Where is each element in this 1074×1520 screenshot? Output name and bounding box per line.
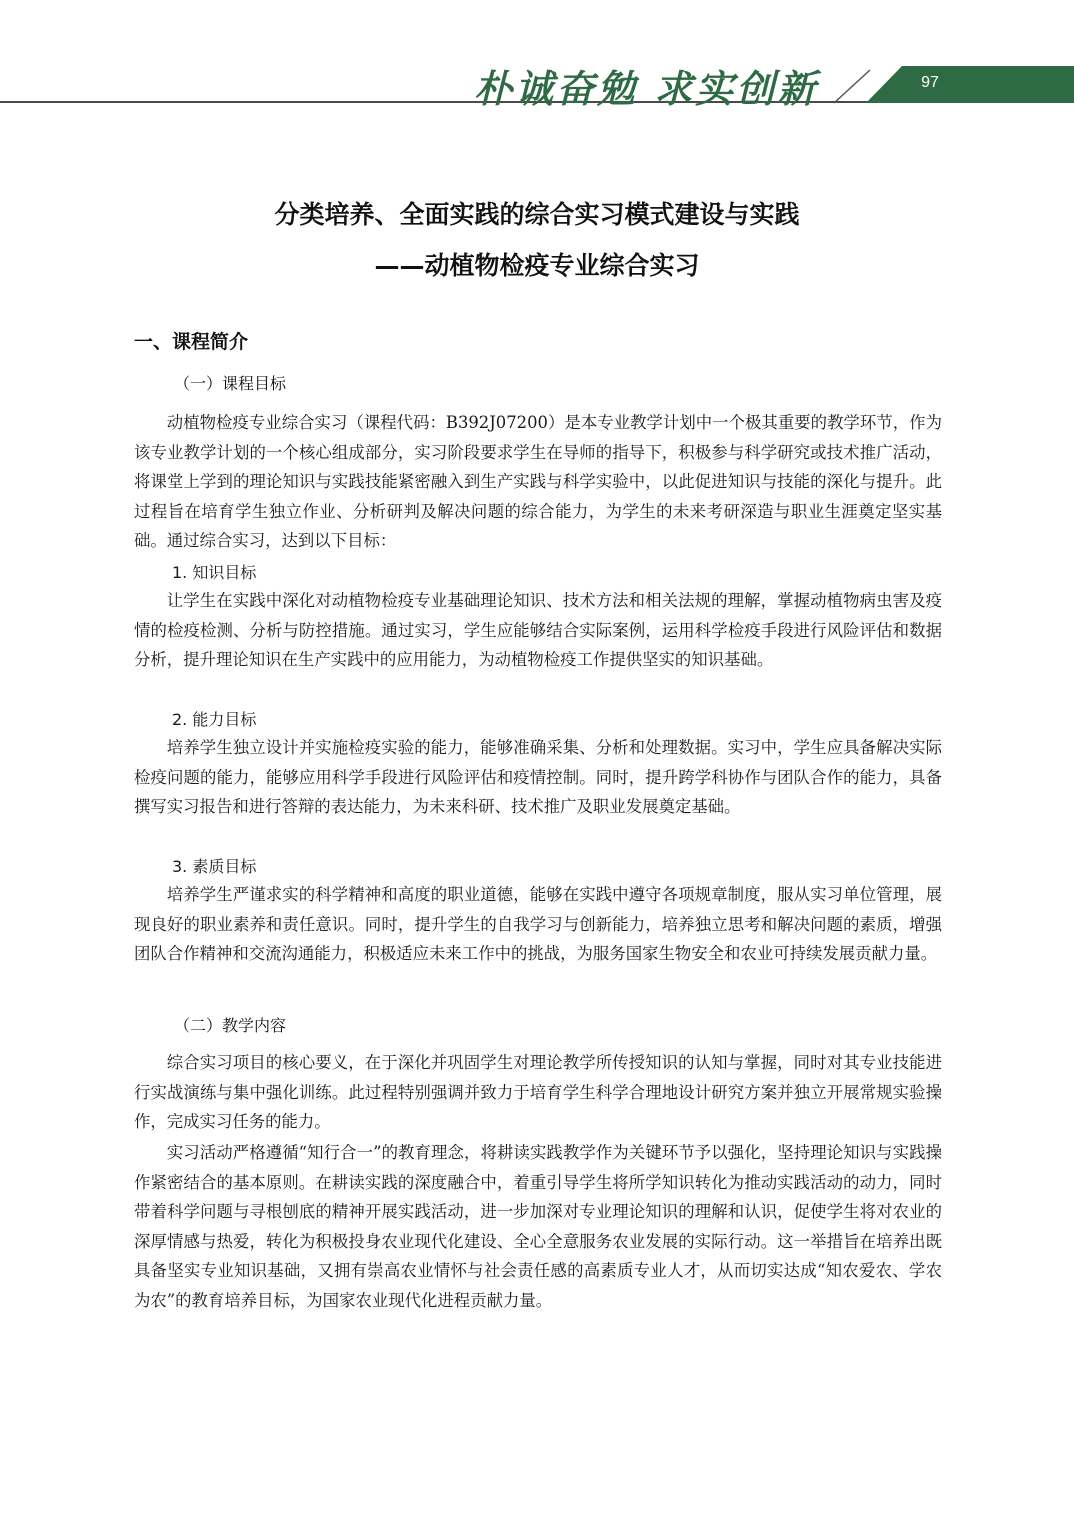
paragraph: 培养学生严谨求实的科学精神和高度的职业道德，能够在实践中遵守各项规章制度，服从实习单位管理，展现良好的职业素养和责任意识。同时，提升学生的自我学习与创新能力，培养独立思考和解决问题的素质，增强团队合作精神和交流沟通能力，积极适应未来工作中的挑战，为服务国家生物安全和农业可持续发展贡献力量。 bbox=[134, 885, 942, 964]
section-heading: 一、课程简介 bbox=[134, 331, 249, 353]
document-title: 分类培养、全面实践的综合实习模式建设与实践 bbox=[274, 200, 800, 229]
page-header bbox=[0, 0, 1074, 110]
subsection-heading: （一）课程目标 bbox=[174, 374, 287, 393]
paragraph: 培养学生独立设计并实施检疫实验的能力，能够准确采集、分析和处理数据。实习中，学生应具备解决实际检疫问题的能力，能够应用科学手段进行风险评估和疫情控制。同时，提升跨学科协作与团队合作的能力，具备撰写实习报告和进行答辩的表达能力，为未来科研、技术推广及职业发展奠定基础。 bbox=[134, 738, 942, 817]
school-motto: 朴诚奋勉 求实创新 bbox=[474, 66, 819, 111]
document-subtitle: ——动植物检疫专业综合实习 bbox=[374, 251, 700, 280]
page-number: 97 bbox=[921, 74, 939, 91]
list-item-label: 1. 知识目标 bbox=[172, 563, 257, 582]
subsection-heading: （二）教学内容 bbox=[174, 1016, 287, 1035]
paragraph: 动植物检疫专业综合实习（课程代码：B392J07200）是本专业教学计划中一个极其重要的教学环节，作为该专业教学计划的一个核心组成部分，实习阶段要求学生在导师的指导下，积极参与科学研究或技术推广活动，将课堂上学到的理论知识与实践技能紧密融入到生产实践与科学实验中，以此促进知识与技能的深化与提升。此过程旨在培育学生独立作业、分析研判及解决问题的综合能力，为学生的未来考研深造与职业生涯奠定坚实基础。通过综合实习，达到以下目标： bbox=[134, 413, 942, 551]
paragraph: 让学生在实践中深化对动植物检疫专业基础理论知识、技术方法和相关法规的理解，掌握动植物病虫害及疫情的检疫检测、分析与防控措施。通过实习，学生应能够结合实际案例，运用科学检疫手段进行风险评估和数据分析，提升理论知识在生产实践中的应用能力，为动植物检疫工作提供坚实的知识基础。 bbox=[134, 591, 942, 670]
paragraph: 综合实习项目的核心要义，在于深化并巩固学生对理论教学所传授知识的认知与掌握，同时对其专业技能进行实战演练与集中强化训练。此过程特别强调并致力于培育学生科学合理地设计研究方案并独立开展常规实验操作，完成实习任务的能力。 bbox=[134, 1053, 942, 1132]
paragraph: 实习活动严格遵循“知行合一”的教育理念，将耕读实践教学作为关键环节予以强化，坚持理论知识与实践操作紧密结合的基本原则。在耕读实践的深度融合中，着重引导学生将所学知识转化为推动实践活动的动力，同时带着科学问题与寻根刨底的精神开展实践活动，进一步加深对专业理论知识的理解和认识，促使学生将对农业的深厚情感与热爱，转化为积极投身农业现代化建设、全心全意服务农业发展的实际行动。这一举措旨在培养出既具备坚实专业知识基础，又拥有崇高农业情怀与社会责任感的高素质专业人才，从而切实达成“知农爱农、学农为农”的教育培养目标，为国家农业现代化进程贡献力量。 bbox=[134, 1143, 942, 1310]
list-item-label: 2. 能力目标 bbox=[172, 710, 257, 729]
list-item-label: 3. 素质目标 bbox=[172, 857, 257, 876]
